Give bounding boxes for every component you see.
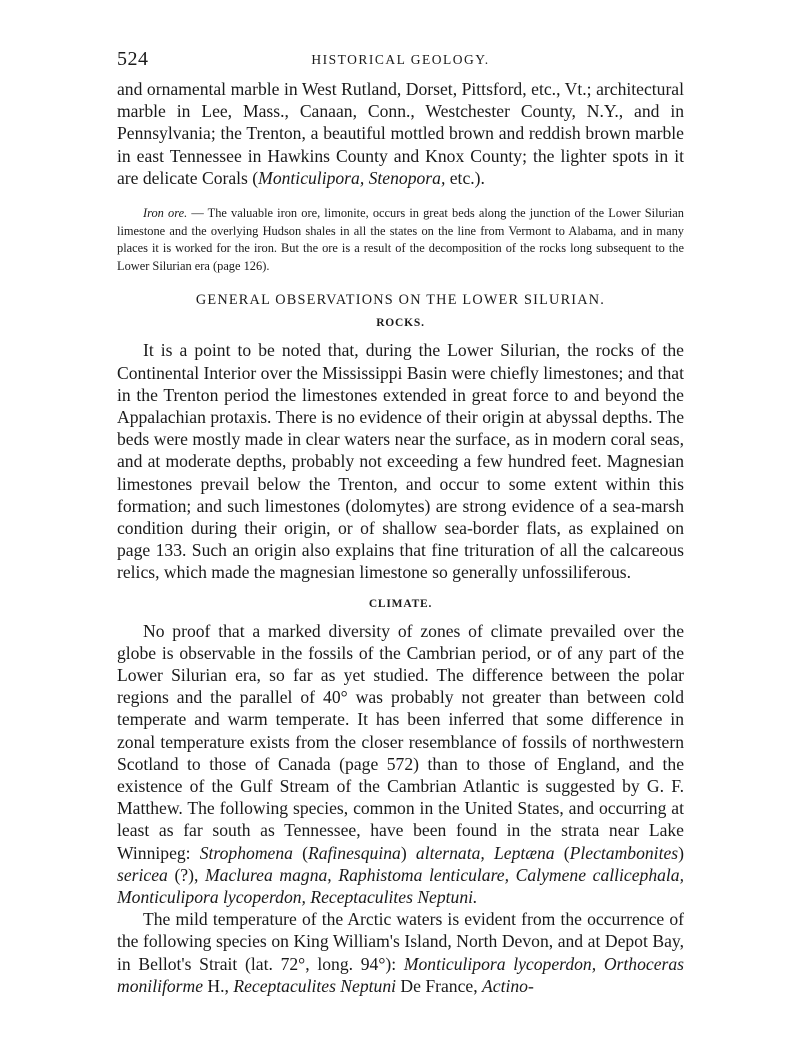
paragraph-arctic: The mild temperature of the Arctic waters is evident from the occurrence of the following species on King William's Island, North Devon, and at Depot Bay, in Bellot's Strait (lat. 72°, long. 94°): Monticulipora lycoperdon, Orthoceras moniliforme H., Receptaculites Neptuni De France, Actino- [117,909,684,996]
running-title: HISTORICAL GEOLOGY. [311,52,490,67]
page-number: 524 [117,48,149,70]
climate-heading: CLIMATE. [368,597,433,610]
paragraph-climate: No proof that a marked diversity of zones of climate prevailed over the globe is observable in the fossils of the Cambrian period, or of any part of the Lower Silurian era, so far as yet studied. The difference between the polar regions and the parallel of 40° was probably not greater than between cold temperate and warm temperate. It has been inferred that some difference in zonal temperature exists from the closer resemblance of fossils of northwestern Scotland to those of Canada (page 572) than to those of England, and the existence of the Gulf Stream of the Cambrian Atlantic is suggested by G. F. Matthew. The following species, common in the United States, and occurring at least as far south as Tennessee, have been found in the strata near Lake Winnipeg: Strophomena (Rafinesquina) alternata, Leptæna (Plectambonites) sericea (?), Maclurea magna, Raphistoma lenticulare, Calymene callicephala, Monticulipora lycoperdon, Receptaculites Neptuni. [117,620,684,908]
paragraph-iron-ore: Iron ore. — The valuable iron ore, limonite, occurs in great beds along the junction of the Lower Silurian limestone and the overlying Hudson shales in all the states on the line from Vermont to Alabama, and in many places it is worked for the iron. But the ore is a result of the decomposition of the rocks long subsequent to the Lower Silurian era (page 126). [117,206,685,273]
species-italic: Monticulipora, Stenopora, [258,167,446,188]
rocks-heading: ROCKS. [376,317,425,330]
iron-ore-lead: Iron ore. [143,206,188,221]
running-head [117,48,684,78]
section-heading: GENERAL OBSERVATIONS ON THE LOWER SILURIAN. [195,292,606,309]
paragraph-rocks: It is a point to be noted that, during the Lower Silurian, the rocks of the Continental Interior over the Mississippi Basin were chiefly limestones; and that in the Trenton period the limestones extended in great force to and beyond the Appalachian protaxis. There is no evidence of their origin at abyssal depths. The beds were mostly made in clear waters near the surface, as in modern coral seas, and at moderate depths, probably not exceeding a few hundred feet. Magnesian limestones prevail below the Trenton, and occur to some extent within this formation; and such limestones (dolomytes) are strong evidence of a sea-marsh condition during their origin, or of shallow sea-border flats, as explained on page 133. Such an origin also explains that fine trituration of all the calcareous relics, which made the magnesian limestone so generally unfossiliferous. [117,340,684,583]
paragraph-marble: and ornamental marble in West Rutland, Dorset, Pittsford, etc., Vt.; architectural marble in Lee, Mass., Canaan, Conn., Westchester County, N.Y., and in Pennsylvania; the Trenton, a beautiful mottled brown and reddish brown marble in east Tennessee in Hawkins County and Knox County; the lighter spots in it are delicate Corals (Monticulipora, Stenopora, etc.). [117,79,684,188]
